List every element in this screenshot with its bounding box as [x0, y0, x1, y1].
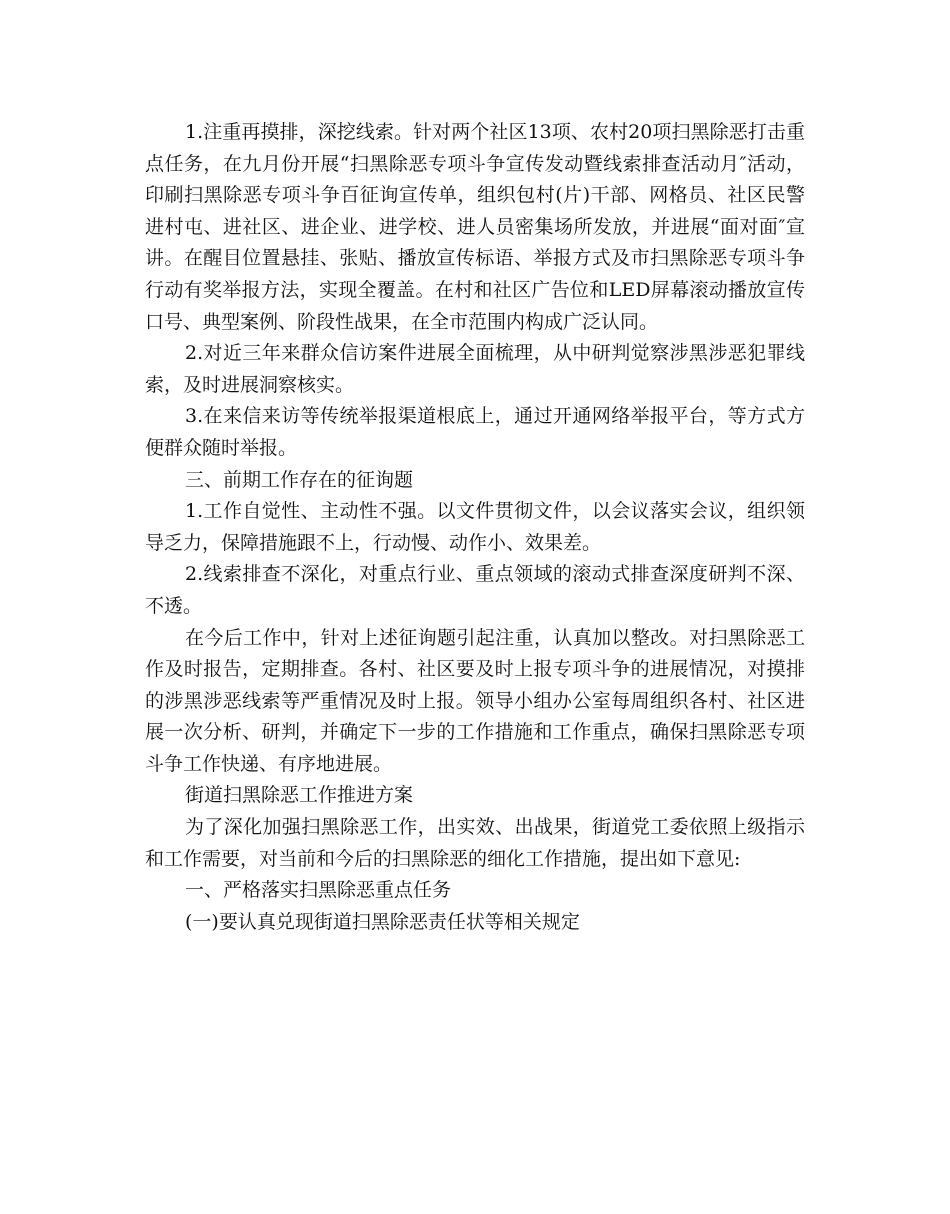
document-subtitle: 街道扫黑除恶工作推进方案: [185, 784, 414, 807]
paragraph-clue-investigation: 1.注重再摸排，深挖线索。针对两个社区13项、农村20项扫黑除恶打击重点任务，在九月份开展“扫黑除恶专项斗争宣传发动暨线索排查活动月″活动，印刷扫黑除恶专项斗争百征询宣传单，组织包村(片)干部、网格员、社区民警进村屯、进社区、进企业、进学校、进人员密集场所发放，并进展“面对面″宣讲。在醒目位置悬挂、张贴、播放宣传标语、举报方式及市扫黑除恶专项斗争行动有奖举报方法，实现全覆盖。在村和社区广告位和LED屏幕滚动播放宣传口号、典型案例、阶段性战果，在全市范围内构成广泛认同。: [145, 121, 805, 333]
paragraph-introduction: 为了深化加强扫黑除恶工作，出实效、出战果，街道党工委依照上级指示和工作需要，对当前和今后的扫黑除恶的细化工作措施，提出如下意见:: [145, 816, 805, 870]
paragraph-petition-review: 2.对近三年来群众信访案件进展全面梳理，从中研判觉察涉黑涉恶犯罪线索，及时进展洞察核实。: [145, 342, 805, 396]
paragraph-report-channels: 3.在来信来访等传统举报渠道根底上，通过开通网络举报平台，等方式方便群众随时举报。: [145, 405, 805, 459]
section-heading-existing-problems: 三、前期工作存在的征询题: [185, 468, 414, 491]
paragraph-problem-clue-screening: 2.线索排查不深化，对重点行业、重点领域的滚动式排查深度研判不深、不透。: [145, 563, 805, 617]
section-heading-key-tasks: 一、严格落实扫黑除恶重点任务: [185, 879, 452, 902]
subsection-heading-responsibility: (一)要认真兑现街道扫黑除恶责任状等相关规定: [185, 910, 580, 933]
document-body: [145, 117, 805, 938]
paragraph-future-work: 在今后工作中，针对上述征询题引起注重，认真加以整改。对扫黑除恶工作及时报告，定期排查。各村、社区要及时上报专项斗争的进展情况，对摸排的涉黑涉恶线索等严重情况及时上报。领导小组办公室每周组织各村、社区进展一次分析、研判，并确定下一步的工作措施和工作重点，确保扫黑除恶专项斗争工作快递、有序地进展。: [145, 626, 805, 775]
paragraph-problem-initiative: 1.工作自觉性、主动性不强。以文件贯彻文件，以会议落实会议，组织领导乏力，保障措施跟不上，行动慢、动作小、效果差。: [145, 500, 805, 554]
